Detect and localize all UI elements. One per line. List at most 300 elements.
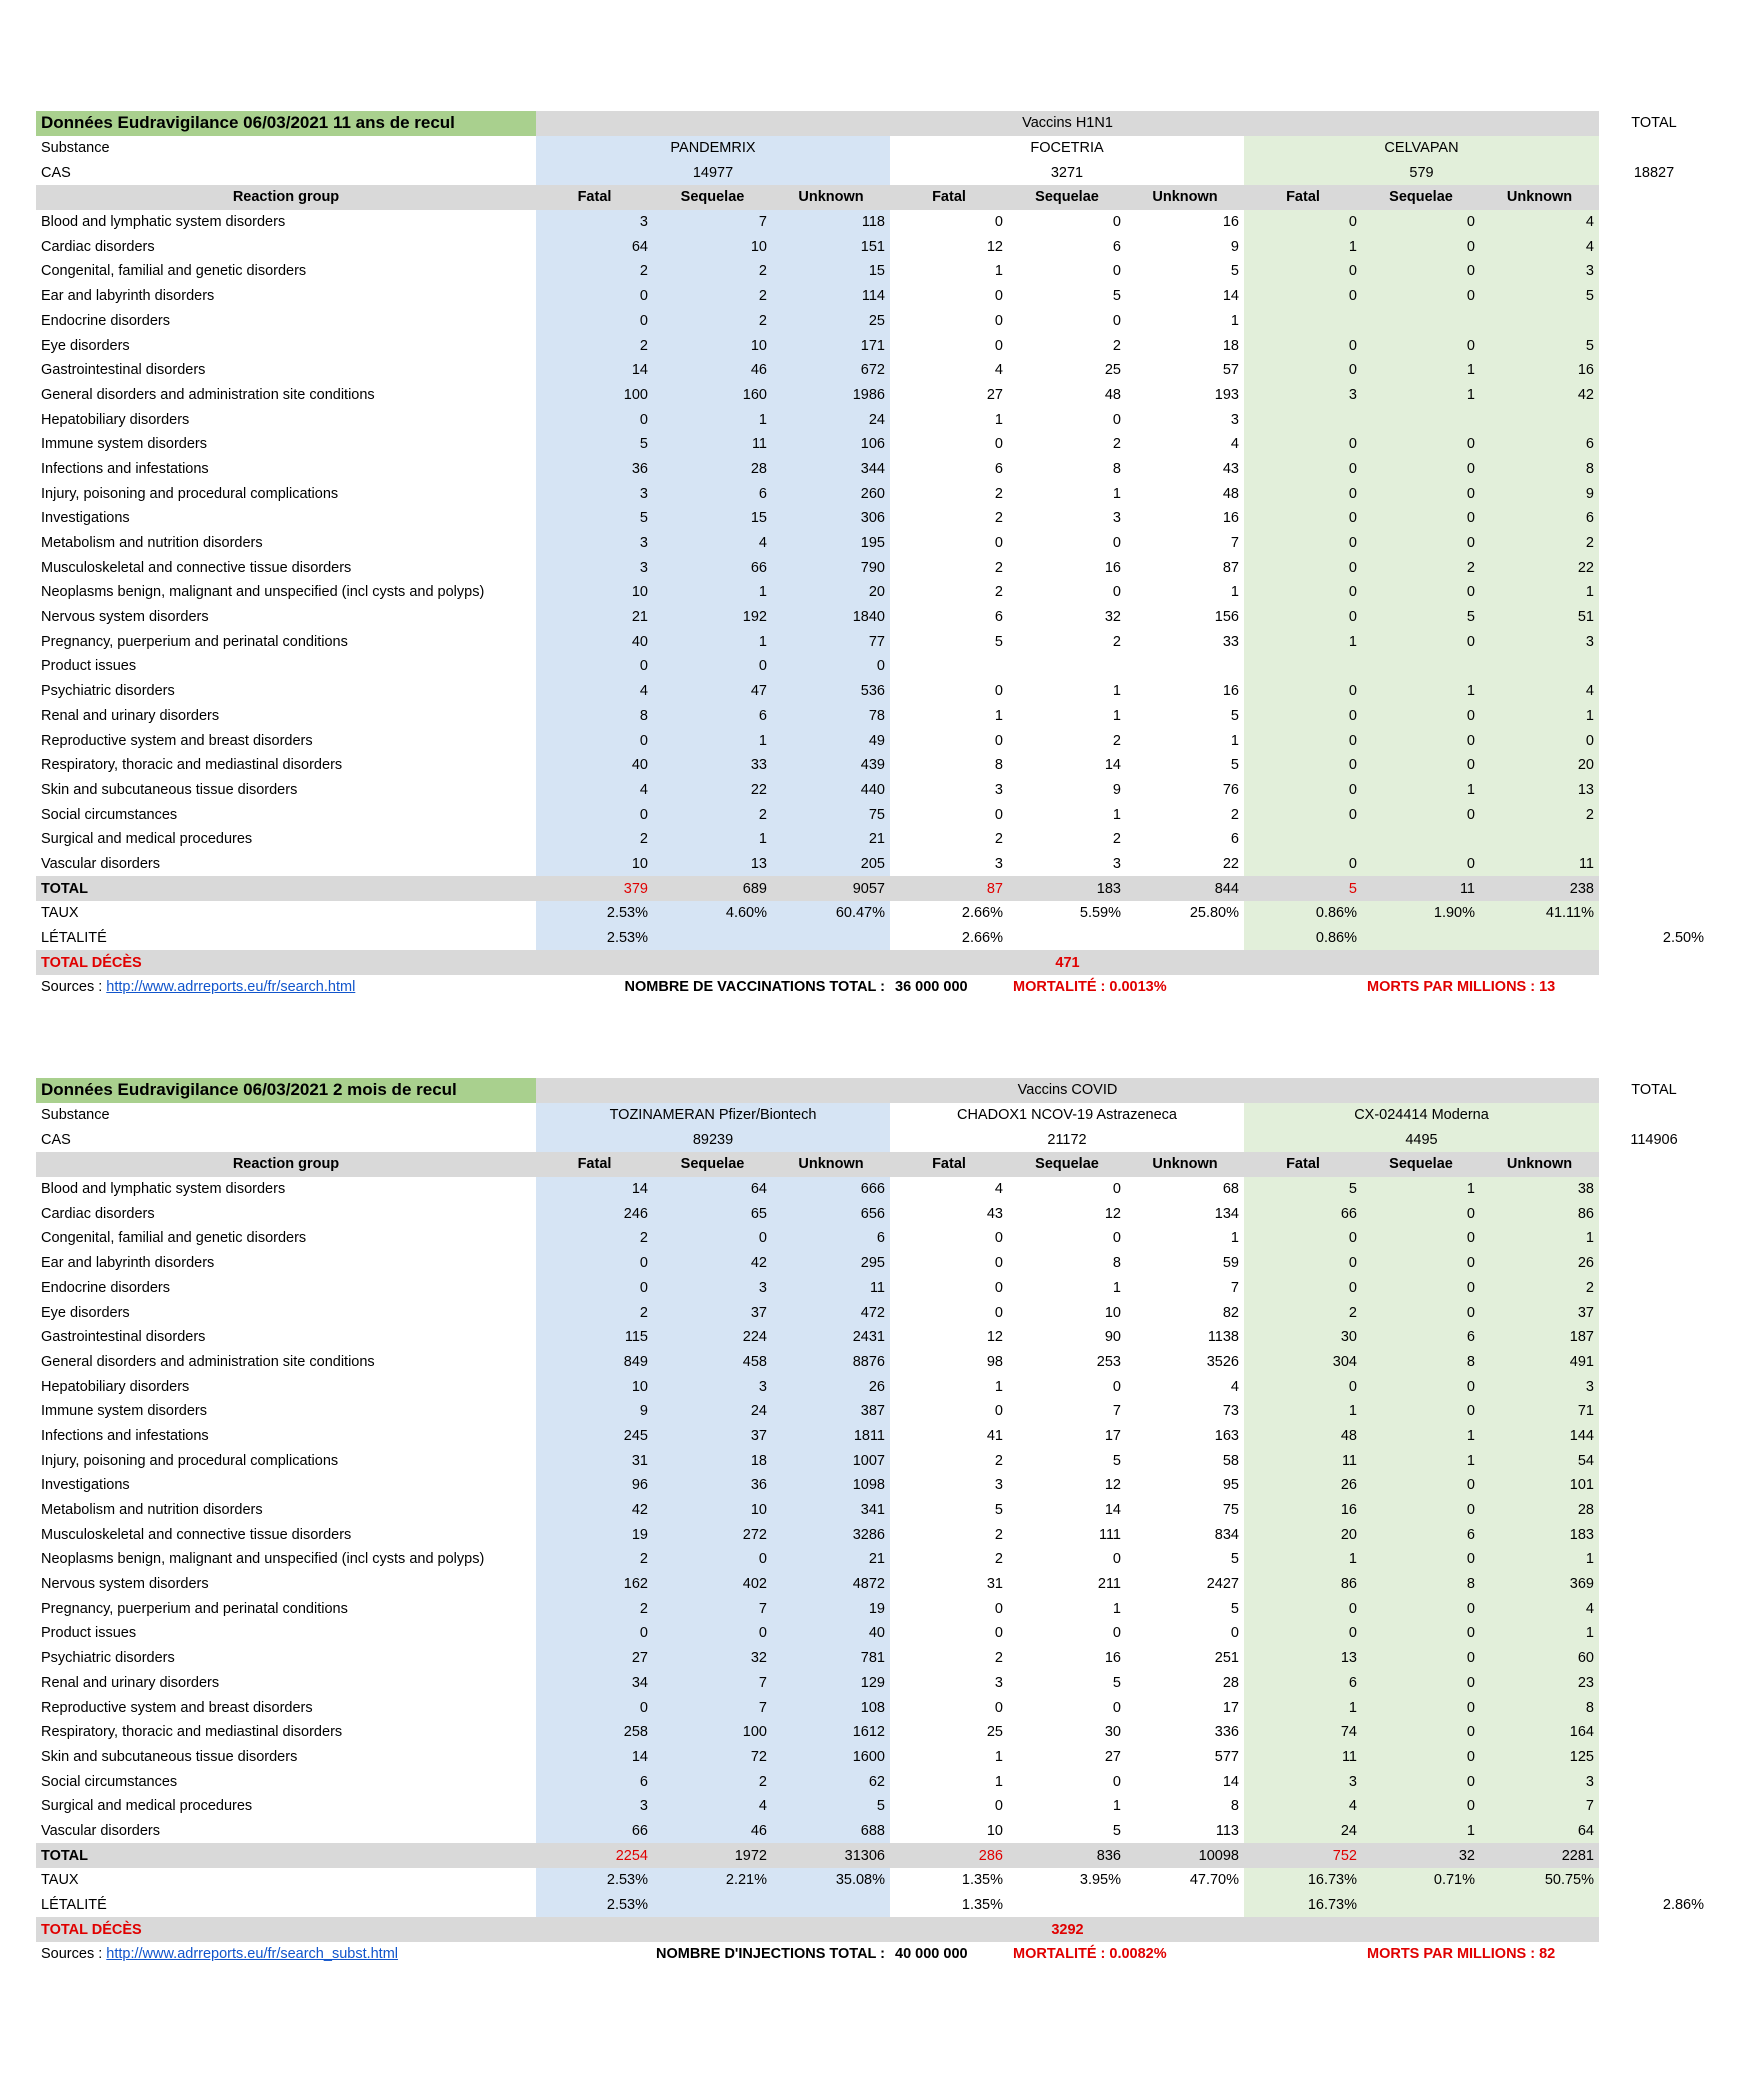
vaccine-name: PANDEMRIX bbox=[536, 136, 890, 161]
data-cell: 4 bbox=[1230, 1378, 1239, 1395]
table-row bbox=[36, 1522, 1709, 1547]
data-cell: 0 bbox=[1112, 1625, 1121, 1642]
data-cell: 2 bbox=[1112, 337, 1121, 354]
total-cell: 2281 bbox=[1480, 1843, 1599, 1868]
data-cell: 10 bbox=[653, 234, 772, 259]
total-deces-value: 3292 bbox=[536, 1917, 1599, 1942]
data-cell: 37 bbox=[653, 1300, 772, 1325]
data-cell: 3 bbox=[653, 1276, 772, 1301]
data-cell: 0 bbox=[994, 1403, 1003, 1420]
data-cell: 0 bbox=[994, 1304, 1003, 1321]
footer-row bbox=[36, 1942, 1709, 1967]
total-fatal-cell: 286 bbox=[890, 1843, 1008, 1868]
data-cell: 71 bbox=[1480, 1399, 1599, 1424]
data-cell: 0 bbox=[1362, 1745, 1480, 1770]
reaction-group-label: Surgical and medical procedures bbox=[41, 1798, 253, 1815]
data-cell: 0 bbox=[1112, 1551, 1121, 1568]
data-cell: 16 bbox=[1244, 1498, 1362, 1523]
data-cell: 0 bbox=[1362, 580, 1480, 605]
data-cell: 2 bbox=[994, 1452, 1003, 1469]
data-cell: 106 bbox=[772, 432, 890, 457]
data-cell: 0 bbox=[1362, 1769, 1480, 1794]
sources-link[interactable]: http://www.adrreports.eu/fr/search.html bbox=[106, 979, 356, 996]
data-cell: 1840 bbox=[772, 605, 890, 630]
taux-cell: 2.53% bbox=[536, 1868, 653, 1893]
data-cell: 2 bbox=[536, 1226, 653, 1251]
reaction-group-label: Pregnancy, puerperium and perinatal conditions bbox=[41, 1600, 348, 1617]
data-cell: 0 bbox=[1244, 284, 1362, 309]
data-cell: 0 bbox=[1112, 312, 1121, 329]
data-cell: 54 bbox=[1480, 1448, 1599, 1473]
reaction-group-label: Infections and infestations bbox=[41, 1427, 209, 1444]
cas-total: 114906 bbox=[1630, 1131, 1678, 1148]
data-cell: 295 bbox=[772, 1251, 890, 1276]
data-cell: 195 bbox=[772, 531, 890, 556]
reaction-group-label: Respiratory, thoracic and mediastinal disorders bbox=[41, 1724, 343, 1741]
empty-cell bbox=[1599, 555, 1709, 580]
data-cell bbox=[1244, 407, 1362, 432]
data-cell: 834 bbox=[1214, 1526, 1239, 1543]
data-cell: 10 bbox=[536, 580, 653, 605]
taux-cell: 50.75% bbox=[1480, 1868, 1599, 1893]
data-cell: 387 bbox=[772, 1399, 890, 1424]
data-cell: 7 bbox=[653, 1695, 772, 1720]
cas-label: CAS bbox=[41, 1131, 71, 1148]
data-cell: 8 bbox=[1362, 1572, 1480, 1597]
empty-cell bbox=[1599, 1547, 1709, 1572]
data-cell: 0 bbox=[1244, 605, 1362, 630]
total-deces-label: TOTAL DÉCÈS bbox=[36, 1917, 536, 1942]
data-cell: 27 bbox=[986, 386, 1003, 403]
data-cell: 100 bbox=[653, 1720, 772, 1745]
data-cell: 0 bbox=[994, 732, 1003, 749]
table-row bbox=[36, 1448, 1709, 1473]
data-cell: 0 bbox=[1244, 358, 1362, 383]
data-cell: 2 bbox=[653, 1769, 772, 1794]
data-cell: 14 bbox=[1104, 1502, 1121, 1519]
data-cell: 12 bbox=[1104, 1477, 1121, 1494]
data-cell: 6 bbox=[1362, 1325, 1480, 1350]
sheet-title: Données Eudravigilance 06/03/2021 11 ans de recul bbox=[36, 111, 536, 136]
data-cell: 790 bbox=[772, 555, 890, 580]
data-cell: 22 bbox=[1222, 855, 1239, 872]
data-cell: 0 bbox=[1244, 333, 1362, 358]
data-cell: 1 bbox=[1362, 778, 1480, 803]
table-row bbox=[36, 1350, 1709, 1375]
taux-label: TAUX bbox=[41, 905, 79, 922]
data-cell: 1 bbox=[1230, 732, 1239, 749]
data-cell: 14 bbox=[1222, 288, 1239, 305]
reaction-group-label: Cardiac disorders bbox=[41, 238, 155, 255]
data-cell: 0 bbox=[536, 654, 653, 679]
data-cell: 491 bbox=[1480, 1350, 1599, 1375]
data-cell: 0 bbox=[536, 284, 653, 309]
table-row bbox=[36, 506, 1709, 531]
data-cell: 75 bbox=[772, 802, 890, 827]
empty-cell bbox=[1599, 605, 1709, 630]
letalite-total: 2.50% bbox=[1662, 930, 1704, 947]
empty-cell bbox=[1599, 383, 1709, 408]
empty-cell bbox=[1599, 1226, 1709, 1251]
data-cell: 20 bbox=[772, 580, 890, 605]
data-cell: 0 bbox=[994, 1230, 1003, 1247]
reaction-group-label: Investigations bbox=[41, 1477, 130, 1494]
table-row bbox=[36, 1572, 1709, 1597]
eudravigilance-table-h1n1 bbox=[36, 111, 1709, 1000]
column-header-row bbox=[36, 1152, 1709, 1177]
data-cell: 0 bbox=[994, 535, 1003, 552]
reaction-group-label: Gastrointestinal disorders bbox=[41, 362, 206, 379]
empty-cell bbox=[1599, 1473, 1709, 1498]
taux-cell: 25.80% bbox=[1189, 905, 1239, 922]
empty-cell bbox=[1126, 926, 1244, 951]
letalite-cell: 1.35% bbox=[961, 1897, 1003, 1914]
sources-label: Sources : bbox=[41, 1946, 107, 1963]
data-cell: 0 bbox=[1362, 259, 1480, 284]
empty-cell bbox=[1599, 1720, 1709, 1745]
data-cell: 163 bbox=[1214, 1427, 1239, 1444]
footer-row bbox=[36, 975, 1709, 1000]
substance-row bbox=[36, 1103, 1709, 1128]
column-header: Fatal bbox=[890, 185, 1008, 210]
data-cell: 86 bbox=[1480, 1201, 1599, 1226]
data-cell: 114 bbox=[772, 284, 890, 309]
data-cell: 64 bbox=[653, 1177, 772, 1202]
data-cell: 48 bbox=[1104, 386, 1121, 403]
data-cell: 251 bbox=[1214, 1650, 1239, 1667]
data-cell: 90 bbox=[1104, 1329, 1121, 1346]
empty-cell bbox=[1362, 926, 1480, 951]
table-row bbox=[36, 1498, 1709, 1523]
data-cell: 781 bbox=[772, 1646, 890, 1671]
data-cell: 0 bbox=[1362, 728, 1480, 753]
data-cell: 30 bbox=[1104, 1724, 1121, 1741]
data-cell: 15 bbox=[772, 259, 890, 284]
data-cell: 0 bbox=[653, 654, 772, 679]
data-cell: 8 bbox=[1230, 1798, 1239, 1815]
data-cell bbox=[1362, 309, 1480, 334]
data-cell: 0 bbox=[1362, 629, 1480, 654]
data-cell: 49 bbox=[772, 728, 890, 753]
data-cell: 24 bbox=[1244, 1819, 1362, 1844]
total-cell: 183 bbox=[1008, 876, 1126, 901]
data-cell bbox=[1244, 654, 1362, 679]
vaccine-cas-count: 579 bbox=[1244, 160, 1599, 185]
taux-row bbox=[36, 901, 1709, 926]
table-row bbox=[36, 1695, 1709, 1720]
empty-cell bbox=[1599, 1745, 1709, 1770]
data-cell: 26 bbox=[772, 1374, 890, 1399]
data-cell: 0 bbox=[1362, 1695, 1480, 1720]
total-header: TOTAL bbox=[1631, 1082, 1677, 1099]
data-cell: 64 bbox=[1480, 1819, 1599, 1844]
total-fatal-cell: 2254 bbox=[536, 1843, 653, 1868]
data-cell: 8 bbox=[1362, 1350, 1480, 1375]
sources-label: Sources : bbox=[41, 979, 107, 996]
data-cell: 13 bbox=[1480, 778, 1599, 803]
data-cell: 1 bbox=[1480, 1547, 1599, 1572]
data-cell: 0 bbox=[536, 728, 653, 753]
mortality-rate: MORTALITÉ : 0.0082% bbox=[1013, 1946, 1167, 1963]
column-header: Fatal bbox=[536, 185, 653, 210]
table-row bbox=[36, 1473, 1709, 1498]
data-cell: 1 bbox=[1362, 1448, 1480, 1473]
data-cell: 1 bbox=[1362, 358, 1480, 383]
data-cell: 0 bbox=[1362, 1646, 1480, 1671]
data-cell: 7 bbox=[1112, 1403, 1121, 1420]
data-cell: 16 bbox=[1104, 1650, 1121, 1667]
data-cell: 245 bbox=[536, 1424, 653, 1449]
taux-cell: 47.70% bbox=[1189, 1872, 1239, 1889]
data-cell: 16 bbox=[1480, 358, 1599, 383]
data-cell: 60 bbox=[1480, 1646, 1599, 1671]
data-cell: 3 bbox=[1112, 855, 1121, 872]
reaction-group-label: Pregnancy, puerperium and perinatal conditions bbox=[41, 633, 348, 650]
data-cell: 2 bbox=[536, 827, 653, 852]
empty-cell bbox=[1599, 1917, 1709, 1942]
data-cell: 5 bbox=[1230, 1551, 1239, 1568]
data-cell: 20 bbox=[1480, 753, 1599, 778]
letalite-row bbox=[36, 926, 1709, 951]
data-cell: 7 bbox=[653, 1671, 772, 1696]
data-cell bbox=[1244, 827, 1362, 852]
data-cell: 439 bbox=[772, 753, 890, 778]
table-row bbox=[36, 605, 1709, 630]
letalite-cell: 2.66% bbox=[961, 930, 1003, 947]
data-cell: 0 bbox=[1112, 1181, 1121, 1198]
data-cell: 16 bbox=[1222, 510, 1239, 527]
data-cell: 260 bbox=[772, 481, 890, 506]
data-cell: 57 bbox=[1222, 362, 1239, 379]
data-cell: 0 bbox=[536, 1276, 653, 1301]
taux-row bbox=[36, 1868, 1709, 1893]
data-cell bbox=[1480, 407, 1599, 432]
data-cell: 34 bbox=[536, 1671, 653, 1696]
data-cell: 1 bbox=[653, 827, 772, 852]
empty-cell bbox=[1599, 1374, 1709, 1399]
data-cell: 5 bbox=[1230, 263, 1239, 280]
mortality-rate: MORTALITÉ : 0.0013% bbox=[1013, 979, 1167, 996]
substance-label: Substance bbox=[41, 1107, 110, 1124]
data-cell: 100 bbox=[536, 383, 653, 408]
empty-cell bbox=[1599, 259, 1709, 284]
data-cell: 129 bbox=[772, 1671, 890, 1696]
total-row bbox=[36, 1843, 1709, 1868]
reaction-group-label: Musculoskeletal and connective tissue disorders bbox=[41, 559, 352, 576]
data-cell: 4 bbox=[1244, 1794, 1362, 1819]
data-cell: 7 bbox=[1230, 1279, 1239, 1296]
data-cell: 0 bbox=[994, 436, 1003, 453]
data-cell: 3 bbox=[994, 1674, 1003, 1691]
table-row bbox=[36, 728, 1709, 753]
empty-cell bbox=[653, 926, 772, 951]
data-cell: 144 bbox=[1480, 1424, 1599, 1449]
data-cell: 0 bbox=[1362, 1300, 1480, 1325]
data-cell: 22 bbox=[653, 778, 772, 803]
letalite-cell: 16.73% bbox=[1244, 1893, 1362, 1918]
table-row bbox=[36, 1671, 1709, 1696]
data-cell: 3 bbox=[536, 210, 653, 235]
data-cell: 458 bbox=[653, 1350, 772, 1375]
table-row bbox=[36, 1399, 1709, 1424]
data-cell: 40 bbox=[536, 753, 653, 778]
table-row bbox=[36, 852, 1709, 877]
empty-cell bbox=[1599, 802, 1709, 827]
data-cell: 0 bbox=[1244, 555, 1362, 580]
data-cell: 4 bbox=[1480, 679, 1599, 704]
data-cell: 82 bbox=[1222, 1304, 1239, 1321]
data-cell: 10 bbox=[986, 1822, 1003, 1839]
data-cell bbox=[1480, 827, 1599, 852]
data-cell: 48 bbox=[1222, 485, 1239, 502]
reaction-group-label: Metabolism and nutrition disorders bbox=[41, 535, 263, 552]
data-cell: 0 bbox=[994, 1625, 1003, 1642]
data-cell: 11 bbox=[1244, 1448, 1362, 1473]
empty-cell bbox=[1599, 753, 1709, 778]
data-cell: 10 bbox=[536, 1374, 653, 1399]
reaction-group-label: Reproductive system and breast disorders bbox=[41, 1699, 313, 1716]
data-cell: 0 bbox=[1362, 1498, 1480, 1523]
data-cell: 306 bbox=[772, 506, 890, 531]
cas-row bbox=[36, 160, 1709, 185]
data-cell: 95 bbox=[1222, 1477, 1239, 1494]
data-cell: 2 bbox=[1244, 1300, 1362, 1325]
data-cell: 193 bbox=[1214, 386, 1239, 403]
reaction-group-label: Musculoskeletal and connective tissue disorders bbox=[41, 1526, 352, 1543]
data-cell: 48 bbox=[1244, 1424, 1362, 1449]
data-cell: 0 bbox=[1362, 1374, 1480, 1399]
reaction-group-label: Immune system disorders bbox=[41, 436, 207, 453]
data-cell bbox=[1480, 309, 1599, 334]
data-cell: 1 bbox=[1112, 1600, 1121, 1617]
data-cell: 4 bbox=[536, 778, 653, 803]
reaction-group-label: General disorders and administration site conditions bbox=[41, 386, 375, 403]
reaction-group-label: Hepatobiliary disorders bbox=[41, 411, 190, 428]
data-cell: 47 bbox=[653, 679, 772, 704]
empty-cell bbox=[1599, 210, 1709, 235]
data-cell: 28 bbox=[1480, 1498, 1599, 1523]
data-cell: 42 bbox=[653, 1251, 772, 1276]
vaccine-name: CX-024414 Moderna bbox=[1244, 1103, 1599, 1128]
table-row bbox=[36, 1374, 1709, 1399]
table-row bbox=[36, 1325, 1709, 1350]
data-cell: 18 bbox=[1222, 337, 1239, 354]
data-cell: 2 bbox=[653, 802, 772, 827]
reaction-group-label: Endocrine disorders bbox=[41, 312, 170, 329]
letalite-cell: 2.53% bbox=[536, 926, 653, 951]
total-fatal-cell: 87 bbox=[890, 876, 1008, 901]
data-cell: 1 bbox=[1480, 1621, 1599, 1646]
table-row bbox=[36, 407, 1709, 432]
data-cell: 12 bbox=[1104, 1205, 1121, 1222]
data-cell: 3 bbox=[1244, 1769, 1362, 1794]
reaction-group-header: Reaction group bbox=[36, 1152, 536, 1177]
empty-cell bbox=[1008, 926, 1126, 951]
data-cell: 4 bbox=[536, 679, 653, 704]
data-cell: 6 bbox=[653, 481, 772, 506]
empty-cell bbox=[1599, 1498, 1709, 1523]
column-header: Unknown bbox=[1480, 185, 1599, 210]
empty-cell bbox=[772, 1893, 890, 1918]
vaccine-cas-count: 14977 bbox=[536, 160, 890, 185]
data-cell: 43 bbox=[986, 1205, 1003, 1222]
data-cell: 28 bbox=[653, 457, 772, 482]
column-header: Sequelae bbox=[1362, 1152, 1480, 1177]
data-cell: 5 bbox=[1112, 288, 1121, 305]
deaths-per-million: MORTS PAR MILLIONS : 82 bbox=[1367, 1946, 1556, 1963]
data-cell: 1007 bbox=[772, 1448, 890, 1473]
data-cell: 0 bbox=[1362, 432, 1480, 457]
vaccine-name: CELVAPAN bbox=[1244, 136, 1599, 161]
data-cell: 0 bbox=[1244, 506, 1362, 531]
reaction-group-label: Blood and lymphatic system disorders bbox=[41, 1181, 286, 1198]
data-cell: 0 bbox=[1362, 1547, 1480, 1572]
data-cell: 21 bbox=[536, 605, 653, 630]
empty-cell bbox=[1599, 531, 1709, 556]
data-cell: 14 bbox=[536, 358, 653, 383]
reaction-group-label: Congenital, familial and genetic disorders bbox=[41, 263, 307, 280]
data-cell: 8 bbox=[1480, 457, 1599, 482]
sources-link[interactable]: http://www.adrreports.eu/fr/search_subst.html bbox=[106, 1946, 399, 1963]
data-cell: 2 bbox=[994, 485, 1003, 502]
data-cell: 0 bbox=[1362, 1399, 1480, 1424]
data-cell: 40 bbox=[772, 1621, 890, 1646]
data-cell: 10 bbox=[653, 1498, 772, 1523]
data-cell: 13 bbox=[653, 852, 772, 877]
data-cell: 14 bbox=[536, 1745, 653, 1770]
reaction-group-label: Psychiatric disorders bbox=[41, 683, 175, 700]
empty-cell bbox=[1599, 679, 1709, 704]
empty-cell bbox=[1599, 1276, 1709, 1301]
data-cell: 42 bbox=[536, 1498, 653, 1523]
data-cell: 0 bbox=[1112, 1699, 1121, 1716]
data-cell: 0 bbox=[1244, 802, 1362, 827]
table-row bbox=[36, 1745, 1709, 1770]
taux-cell: 3.95% bbox=[1079, 1872, 1121, 1889]
data-cell: 14 bbox=[1104, 757, 1121, 774]
data-cell: 2 bbox=[994, 1650, 1003, 1667]
data-cell: 1 bbox=[1244, 234, 1362, 259]
data-cell: 46 bbox=[653, 358, 772, 383]
data-cell: 1 bbox=[1112, 485, 1121, 502]
data-cell: 4 bbox=[1480, 210, 1599, 235]
column-header: Sequelae bbox=[1008, 1152, 1126, 1177]
empty-cell bbox=[1599, 506, 1709, 531]
data-cell: 3 bbox=[1480, 1769, 1599, 1794]
data-cell: 672 bbox=[772, 358, 890, 383]
data-cell: 20 bbox=[1244, 1522, 1362, 1547]
reaction-group-label: Neoplasms benign, malignant and unspecified (incl cysts and polyps) bbox=[41, 584, 485, 601]
total-row bbox=[36, 876, 1709, 901]
data-cell: 1 bbox=[994, 263, 1003, 280]
data-cell: 4 bbox=[653, 531, 772, 556]
data-cell: 341 bbox=[772, 1498, 890, 1523]
empty-cell bbox=[1599, 950, 1709, 975]
data-cell: 0 bbox=[1362, 1720, 1480, 1745]
data-cell: 4 bbox=[994, 362, 1003, 379]
data-cell: 0 bbox=[1244, 531, 1362, 556]
data-cell: 0 bbox=[1244, 1276, 1362, 1301]
data-cell: 78 bbox=[772, 704, 890, 729]
data-cell: 0 bbox=[1112, 1230, 1121, 1247]
reaction-group-label: Hepatobiliary disorders bbox=[41, 1378, 190, 1395]
data-cell: 2 bbox=[994, 559, 1003, 576]
table-row bbox=[36, 1596, 1709, 1621]
data-cell: 2 bbox=[536, 259, 653, 284]
empty-cell bbox=[1599, 284, 1709, 309]
reaction-group-label: Ear and labyrinth disorders bbox=[41, 288, 215, 305]
reaction-group-label: Blood and lymphatic system disorders bbox=[41, 214, 286, 231]
